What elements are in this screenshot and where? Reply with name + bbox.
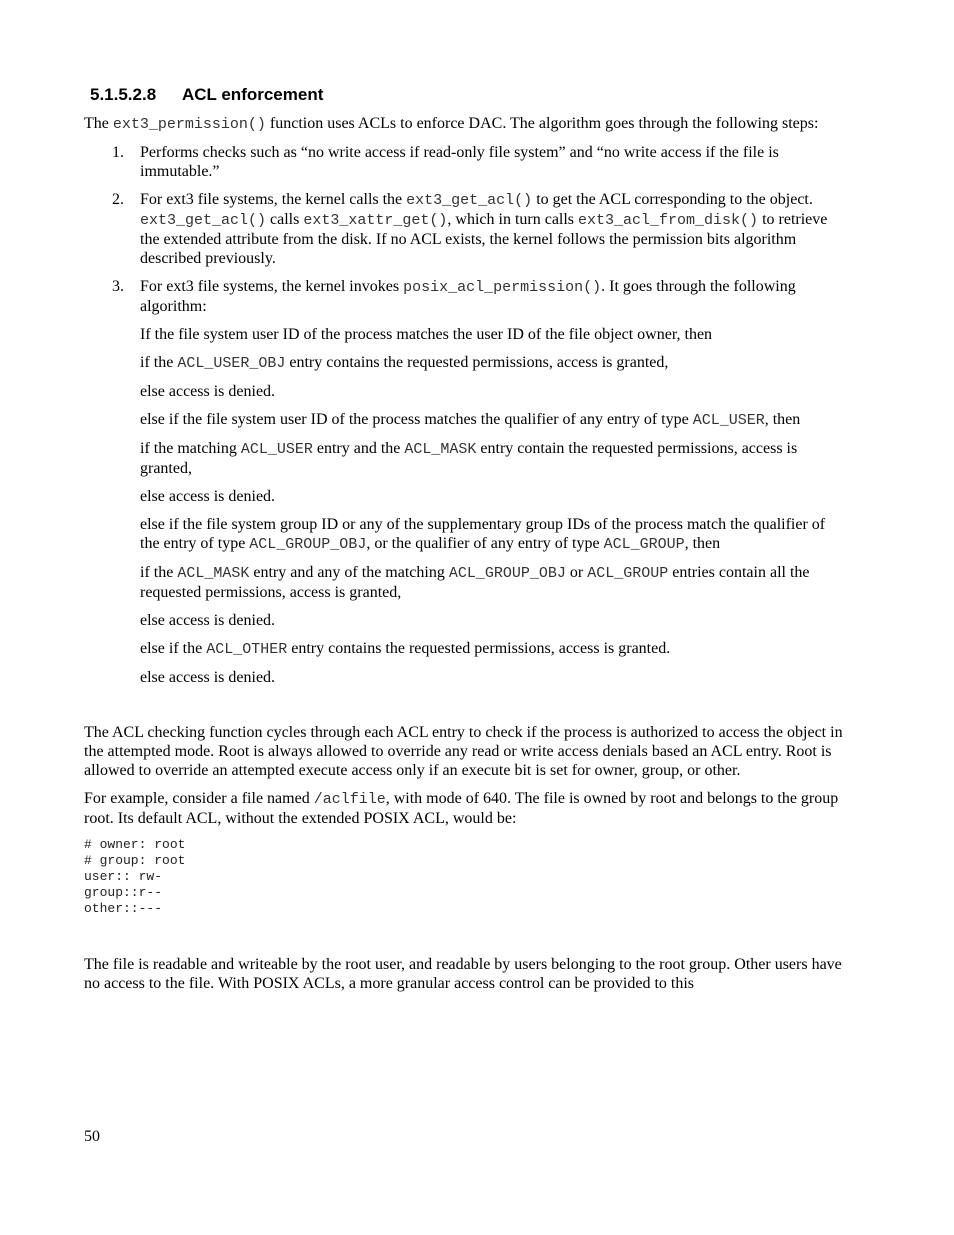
- text: if the matching: [140, 440, 241, 457]
- text: entry and any of the matching: [249, 564, 449, 581]
- algorithm-line: [140, 410, 844, 430]
- code-inline: /aclfile: [313, 791, 386, 808]
- document-page: [84, 84, 844, 1002]
- code-inline: ext3_xattr_get(): [303, 212, 448, 229]
- section-title: ACL enforcement: [182, 85, 324, 104]
- text: to retrieve the extended attribute from the disk. If no ACL exists, the kernel follows the permission bits algorithm described previously.: [140, 211, 828, 267]
- code-inline: ACL_GROUP: [587, 565, 669, 582]
- code-inline: ACL_GROUP_OBJ: [448, 565, 566, 582]
- text: If the file system user ID of the process matches the user ID of the file object owner, then: [140, 326, 713, 343]
- code-inline: ACL_MASK: [404, 441, 477, 458]
- text: The: [84, 115, 113, 132]
- list-item: [84, 277, 844, 316]
- body-paragraph: [84, 789, 844, 828]
- body-paragraph: The file is readable and writeable by the root user, and readable by users belonging to the root group. Other users have no access to the file. With POSIX ACLs, a more granular access control can be provided to this: [84, 956, 842, 992]
- algorithm-line: [140, 515, 844, 554]
- code-inline: ACL_GROUP: [603, 536, 685, 553]
- steps-list: [84, 143, 844, 316]
- text: For ext3 file systems, the kernel calls the: [140, 191, 407, 208]
- text: , then: [764, 411, 801, 428]
- text: entry contains the requested permissions, access is granted.: [287, 640, 671, 657]
- list-number: 2.: [112, 191, 124, 208]
- code-block: # owner: root # group: root user:: rw- group::r-- other::---: [84, 837, 186, 916]
- text: Performs checks such as “no write access if read-only file system” and “no write access if the file is immutable.”: [140, 144, 779, 180]
- text: For example, consider a file named: [84, 790, 314, 807]
- text: else if the file system user ID of the process matches the qualifier of any entry of type: [140, 411, 693, 428]
- algorithm-line: [140, 668, 844, 687]
- algorithm-line: [140, 382, 844, 401]
- text: . It goes through the following algorithm:: [140, 278, 796, 315]
- text: , then: [684, 535, 721, 552]
- list-item: [84, 190, 844, 268]
- body-paragraph: The ACL checking function cycles through each ACL entry to check if the process is authorized to access the object in the attempted mode. Root is always allowed to override any read or write access denials based an ACL entry. Root is allowed to override an attempted execute access only if an execute bit is set for owner, group, or other.: [84, 724, 843, 779]
- code-inline: ext3_acl_from_disk(): [578, 212, 759, 229]
- code-inline: ACL_MASK: [177, 565, 250, 582]
- algorithm-line: [140, 325, 844, 344]
- text: , which in turn calls: [447, 211, 579, 228]
- text: entry contain the requested permissions, access is granted,: [140, 440, 798, 477]
- algorithm-line: [140, 439, 844, 478]
- code-inline: ACL_USER_OBJ: [177, 355, 286, 372]
- code-inline: ext3_get_acl(): [406, 192, 533, 209]
- algorithm-line: [140, 353, 844, 373]
- list-number: 1.: [112, 144, 124, 161]
- text: else access is denied.: [140, 383, 276, 400]
- text: For ext3 file systems, the kernel invokes: [140, 278, 404, 295]
- code-inline: posix_acl_permission(): [403, 279, 602, 296]
- text: else access is denied.: [140, 669, 276, 686]
- page-number: 50: [84, 1128, 100, 1145]
- list-number: 3.: [112, 278, 124, 295]
- code-inline: ext3_permission(): [112, 116, 266, 133]
- list-item: [84, 143, 844, 181]
- text: , or the qualifier of any entry of type: [366, 535, 604, 552]
- code-inline: ACL_GROUP_OBJ: [249, 536, 367, 553]
- text: to get the ACL corresponding to the object.: [532, 191, 813, 208]
- section-number: 5.1.5.2.8: [90, 85, 157, 104]
- code-inline: ACL_OTHER: [206, 641, 288, 658]
- text: entry and the: [312, 440, 405, 457]
- code-inline: ext3_get_acl(): [140, 212, 267, 229]
- text: calls: [266, 211, 304, 228]
- text: , with mode of 640. The file is owned by root and belongs to the group root. Its default ACL, without the extended POSIX ACL, would be:: [84, 790, 839, 827]
- algorithm-line: [140, 563, 844, 602]
- algorithm-line: [140, 487, 844, 506]
- intro-paragraph: [84, 114, 844, 134]
- algorithm-line: [140, 639, 844, 659]
- text: or: [565, 564, 588, 581]
- text: function uses ACLs to enforce DAC. The algorithm goes through the following steps:: [265, 115, 819, 132]
- algorithm-line: [140, 611, 844, 630]
- text: entries contain all the requested permissions, access is granted,: [140, 564, 810, 601]
- text: if the: [140, 564, 178, 581]
- text: else access is denied.: [140, 488, 276, 505]
- algorithm-block: [84, 325, 844, 687]
- text: else if the: [140, 640, 207, 657]
- text: entry contains the requested permissions, access is granted,: [285, 354, 669, 371]
- text: else if the file system group ID or any of the supplementary group IDs of the process match the qualifier of the entry of type: [140, 516, 826, 552]
- code-inline: ACL_USER: [692, 412, 765, 429]
- text: else access is denied.: [140, 612, 276, 629]
- text: if the: [140, 354, 178, 371]
- code-inline: ACL_USER: [240, 441, 313, 458]
- section-heading: [90, 84, 844, 105]
